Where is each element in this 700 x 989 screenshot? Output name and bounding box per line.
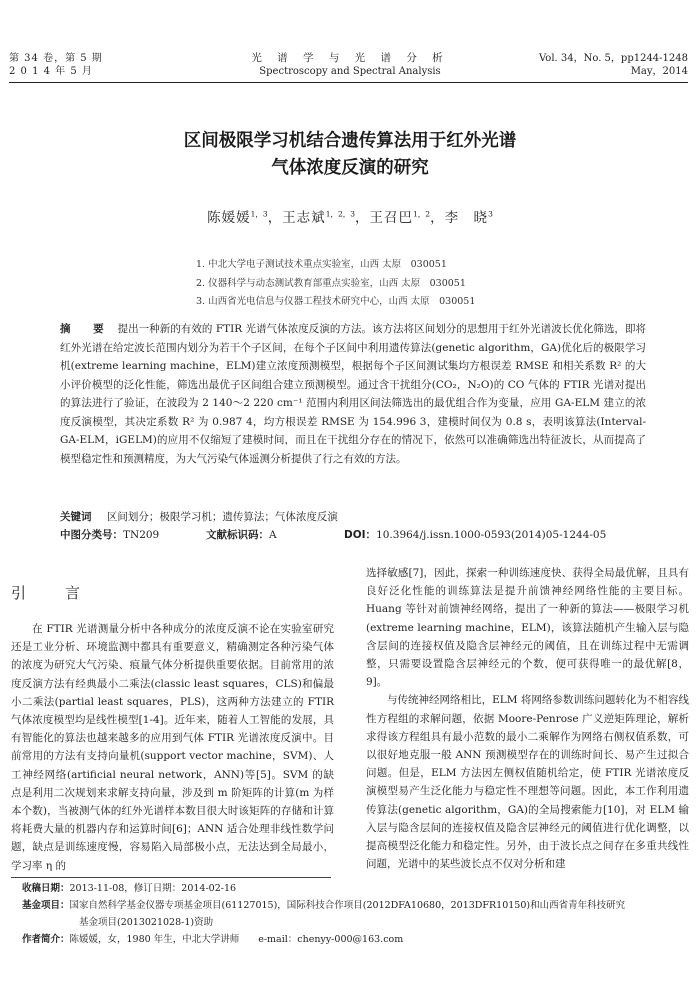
- fund-value: 国家自然科学基金仪器专项基金项目(61127015)，国际科技合作项目(2012DFA10680，2013DFR10150)和山西省青年科技研究: [69, 900, 626, 911]
- affiliation-list: [196, 256, 475, 312]
- affiliation-item: 3. 山西省光电信息与仪器工程技术研究中心，山西 太原 030051: [196, 296, 476, 307]
- fund-info: [22, 897, 690, 914]
- author-affiliation-mark: 1，2，3: [325, 209, 356, 219]
- affiliation-item: 2. 仪器科学与动态测试教育部重点实验室，山西 太原 030051: [196, 277, 466, 289]
- author-bio-label: 作者简介：: [22, 934, 70, 945]
- fund-label: 基金项目：: [22, 900, 70, 911]
- doc-code-label: 文献标识码：: [206, 529, 269, 541]
- section-heading-introduction: 引 言: [11, 584, 93, 602]
- received-date: [22, 880, 690, 897]
- abstract-text: 提出一种新的有效的 FTIR 光谱气体浓度反演的方法。该方法将区间划分的思想用于红外光谱波长优化筛选，即将红外光谱在给定波长范围内划分为若干个子区间，在每个子区间中利用遗传算法(genetic algorithm，GA)优化后的极限学习机(extreme learning machine，ELM)建立浓度预测模型，根据每个子区间测试集均方根误差 RMSE 和相关系数 R² 的大小评价模型的泛化性能，筛选出最优子区间组合建立预测模型。通过含干扰组分(CO₂，N₂O)的 CO 气体的 FTIR 光谱对提出的算法进行了验证，在波段为 2 140～2 220 cm⁻¹ 范围内利用区间法筛选出的最优组合作为变量，应用 GA-ELM 建立的浓度反演模型，其决定系数 R² 为 0.987 4，均方根误差 RMSE 为 154.996 3，建模时间仅为 0.8 s，表明该算法(Interval-GA-ELM，iGELM)的应用不仅缩短了建模时间，而且在干扰组分存在的情况下，依然可以准确筛选出特征波长，从而提高了模型稳定性和预测精度，为大气污染气体遥测分析提供了行之有效的方法。: [60, 323, 647, 465]
- body-paragraph: 在 FTIR 光谱测量分析中各种成分的浓度反演不论在实验室研究还是工业分析、环境监测中都具有重要意义，精确测定各种污染气体的浓度为研究大气污染、痕量气体分析提供重要依据。目前常用的浓度反演方法有经典最小二乘法(classic least squares，CLS)和偏最小二乘法(partial least squares，PLS)，这两种方法建立的 FTIR 气体浓度模型均是线性模型[1-4]。近年来，随着人工智能的发展，具有智能化的算法也越来越多的应用到气体 FTIR 光谱浓度反演中。目前常用的方法有支持向量机(support vector machine，SVM)、人工神经网络(artificial neural network，ANN)等[5]。SVM 的缺点是利用二次规划来求解支持向量，涉及到 m 阶矩阵的计算(m 为样本个数)，当被测气体的红外光谱样本数目很大时该矩阵的存储和计算将耗费大量的机器内存和运算时间[6]；ANN 适合处理非线性数学问题，缺点是训练速度慢，容易陷入局部极小点，无法达到全局最小，学习率 η 的: [11, 623, 334, 872]
- title-line-1: 区间极限学习机结合遗传算法用于红外光谱: [183, 131, 517, 151]
- volume-issue: 第 34 卷，第 5 期: [9, 53, 103, 64]
- journal-name-en: Spectroscopy and Spectral Analysis: [259, 66, 441, 77]
- author-name: 李 晓: [444, 210, 489, 226]
- abstract-label: 摘 要: [60, 323, 110, 335]
- title-line-2: 气体浓度反演的研究: [271, 158, 429, 178]
- body-paragraph: 选择敏感[7]，因此，探索一种训练速度快、获得全局最优解，且具有良好泛化性能的训练算法是提升前馈神经网络性能的主要目标。Huang 等针对前馈神经网络，提出了一种新的算法——极限学习机(extreme learning machine，ELM)，该算法随机产生输入层与隐含层间的连接权值及隐含层神经元的阈值，且在训练过程中无需调整，只需要设置隐含层神经元的个数，便可获得唯一的最优解[8，9]。: [366, 567, 689, 689]
- author-affiliation-mark: 1，3: [250, 209, 268, 219]
- received-label: 收稿日期：: [22, 883, 70, 894]
- author-name: 陈媛媛: [207, 210, 251, 226]
- cls-number-value: TN209: [123, 529, 160, 541]
- author-bio: [22, 931, 690, 948]
- journal-name: [230, 52, 470, 78]
- author-list: 陈媛媛$^{1,3}$，王志斌$^{1,2,3}$，王召巴$^{1,2}$，李 晓$^3$: [207, 209, 493, 226]
- keywords-text: 区间划分；极限学习机；遗传算法；气体浓度反演: [106, 511, 338, 523]
- keywords-label: 关键词: [60, 511, 92, 523]
- journal-name-cn: 光 谱 学 与 光 谱 分 析: [251, 52, 449, 64]
- header-divider: [9, 82, 688, 83]
- paper-title: [80, 128, 620, 182]
- footnote-divider: [11, 877, 331, 878]
- fund-info-continued: 基金项目(2013021028-1)资助: [79, 917, 214, 928]
- journal-issue-info: [9, 52, 103, 78]
- body-right-column: [366, 564, 689, 873]
- journal-volume-en: [539, 52, 688, 78]
- doi-value[interactable]: 10.3964/j.issn.1000-0593(2014)05-1244-05: [376, 529, 607, 541]
- author-bio-value: 陈媛媛，女，1980 年生，中北大学讲师 e-mail：chenyy-000@163.com: [69, 934, 404, 945]
- body-paragraph: 与传统神经网络相比，ELM 将网络参数训练问题转化为不相容线性方程组的求解问题，依据 Moore-Penrose 广义逆矩阵理论，解析求得该方程组具有最小范数的最小二乘解作为网络右侧权值系数，可以很好地克服一般 ANN 预测模型存在的训练时间长、易产生过拟合问题。但是，ELM 方法因左侧权值随机给定，使 FTIR 光谱浓度反演模型易产生泛化能力与稳定性不理想等问题。因此，本工作利用遗传算法(genetic algorithm，GA)的全局搜索能力[10]，对 ELM 输入层与隐含层间的连接权值及隐含层神经元的阈值进行优化调整，以提高模型泛化能力和稳定性。另外，由于波长点之间存在多重共线性问题，光谱中的某些波长点不仅对分析和建: [366, 694, 689, 871]
- affiliation-item: 1. 中北大学电子测试技术重点实验室，山西 太原 030051: [196, 259, 447, 270]
- keywords: [60, 509, 646, 526]
- received-value: 2013-11-08，修订日期：2014-02-16: [69, 883, 237, 894]
- classification-info: [60, 527, 646, 544]
- month-year: May，2014: [630, 66, 688, 77]
- issue-date: 2 0 1 4 年 5 月: [9, 66, 93, 77]
- doc-code-value: A: [269, 529, 277, 541]
- body-left-column: [11, 620, 334, 875]
- cls-number-label: 中图分类号：: [60, 529, 123, 541]
- author-name: 王召巴: [369, 210, 414, 226]
- volume-pages: Vol. 34，No. 5，pp1244-1248: [539, 53, 688, 64]
- author-affiliation-mark: 1，2: [413, 209, 431, 219]
- abstract: [60, 320, 646, 468]
- author-affiliation-mark: 3: [488, 209, 493, 219]
- footnote: [22, 880, 690, 948]
- doi-label: DOI：: [344, 529, 377, 541]
- author-name: 王志斌: [282, 210, 326, 226]
